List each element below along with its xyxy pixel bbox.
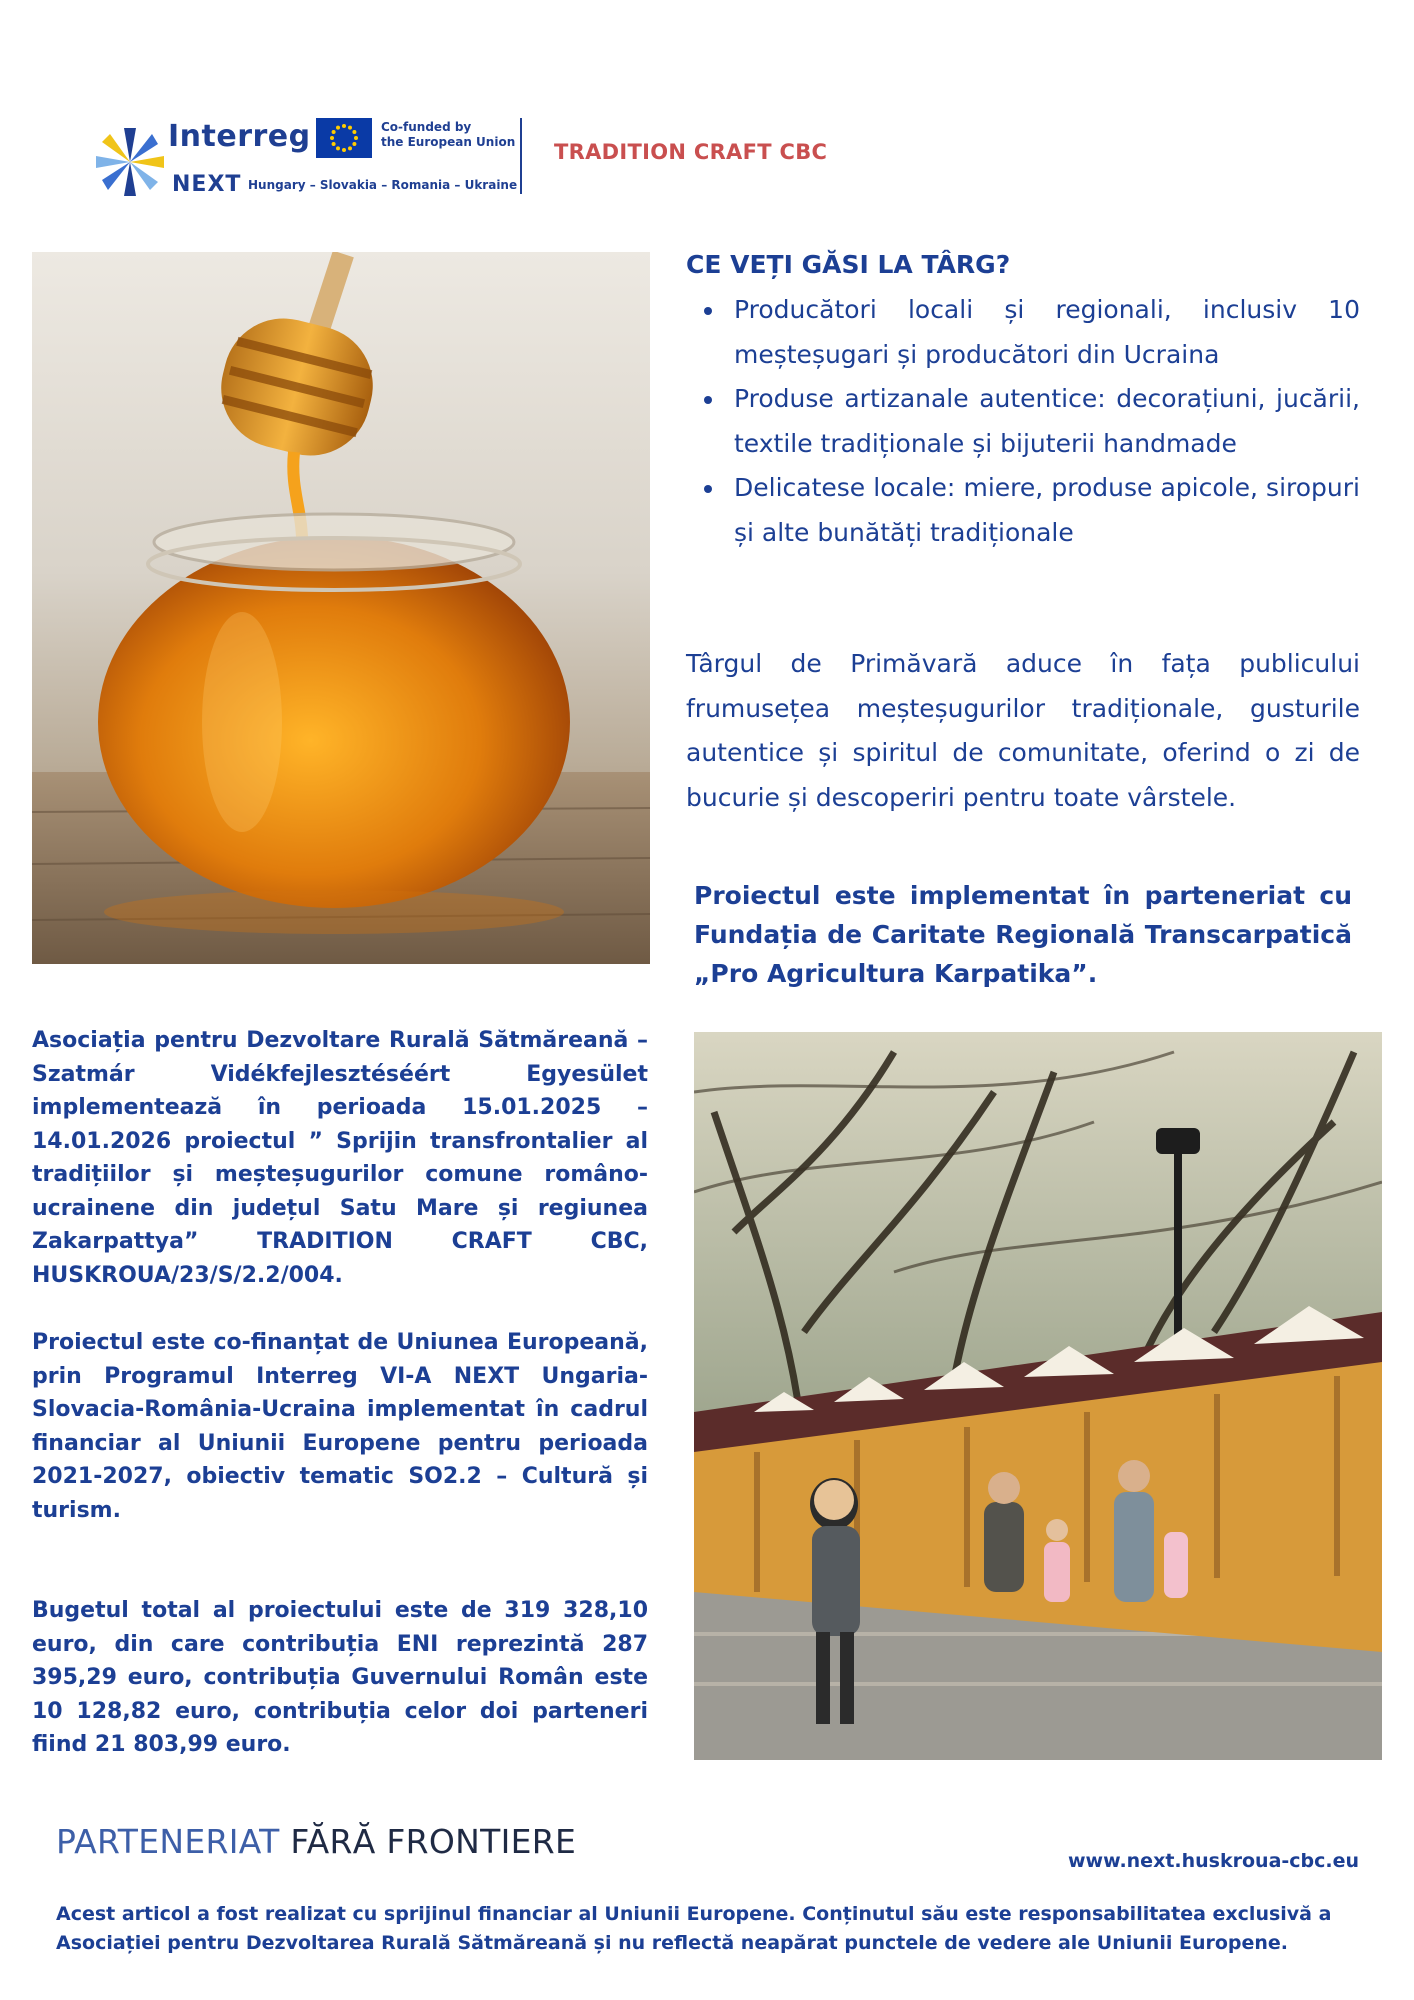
cofunded-line-1: Co-funded by [381, 120, 472, 134]
cofinancing-paragraph: Proiectul este co-finanțat de Uniunea Europeană, prin Programul Interreg VI-A NEXT Ungaria-Slovacia-România-Ucraina implementat în cadrul financiar al Uniunii Europene pentru perioada 2021-2027, obiectiv tematic SO2.2 – Cultură și turism. [32, 1330, 648, 1523]
fair-description: Târgul de Primăvară aduce în fața publicului frumusețea meșteșugurilor tradiționale, gusturile autentice și spiritul de comunitate, oferind o zi de bucurie și descoperiri pentru toate vârstele. [686, 649, 1360, 812]
eu-disclaimer: Acest articol a fost realizat cu sprijinul financiar al Uniunii Europene. Conținutul său este responsabilitatea exclusivă a Asociației pentru Dezvoltarea Rurală Sătmăreană și nu reflectă neapărat punctele de vedere ale Uniunii Europene. [56, 1903, 1332, 1954]
slogan-part-1: PARTENERIAT [56, 1822, 280, 1861]
interreg-star-icon [96, 122, 168, 202]
list-item: Produse artizanale autentice: decorațiuni, jucării, textile tradiționale și bijuterii handmade [734, 377, 1360, 466]
list-item: Producători locali și regionali, inclusiv 10 meșteșugari și producători din Ucraina [734, 288, 1360, 377]
website-link[interactable]: www.next.huskroua-cbc.eu [1068, 1850, 1360, 1872]
honey-jar-photo [32, 252, 650, 964]
partnership-note: Proiectul este implementat în parteneriat cu Fundația de Caritate Regională Transcarpatică „Pro Agricultura Karpatika”. [694, 881, 1352, 988]
slogan [56, 1822, 576, 1861]
slogan-part-2: FĂRĂ FRONTIERE [290, 1822, 577, 1861]
interreg-logo [96, 112, 526, 202]
cofunded-line-2: the European Union [381, 135, 516, 149]
fair-offer-list [686, 288, 1360, 555]
interreg-wordmark: Interreg [168, 119, 311, 154]
fair-heading: CE VEȚI GĂSI LA TÂRG? [686, 250, 1011, 279]
cofunded-label [381, 120, 515, 150]
fair-stalls-photo [694, 1032, 1382, 1760]
countries-label: Hungary – Slovakia – Romania – Ukraine [248, 178, 518, 192]
list-item: Delicatese locale: miere, produse apicole, siropuri și alte bunătăți tradiționale [734, 466, 1360, 555]
project-name: TRADITION CRAFT CBC [554, 140, 828, 164]
association-paragraph: Asociația pentru Dezvoltare Rurală Sătmăreană – Szatmár Vidékfejlesztéséért Egyesület implementează în perioada 15.01.2025 – 14.01.2026 proiectul ” Sprijin transfrontalier al tradițiilor și meșteșugurilor comune româno-ucrainene din județul Satu Mare și regiunea Zakarpattya” TRADITION CRAFT CBC, HUSKROUA/23/S/2.2/004. [32, 1028, 648, 1288]
header-divider [520, 118, 522, 194]
next-wordmark: NEXT [172, 172, 242, 197]
budget-paragraph: Bugetul total al proiectului este de 319 328,10 euro, din care contribuția ENI reprezintă 287 395,29 euro, contribuția Guvernului Român este 10 128,82 euro, contribuția celor doi parteneri fiind 21 803,99 euro. [32, 1598, 648, 1757]
eu-flag-icon [316, 118, 372, 158]
